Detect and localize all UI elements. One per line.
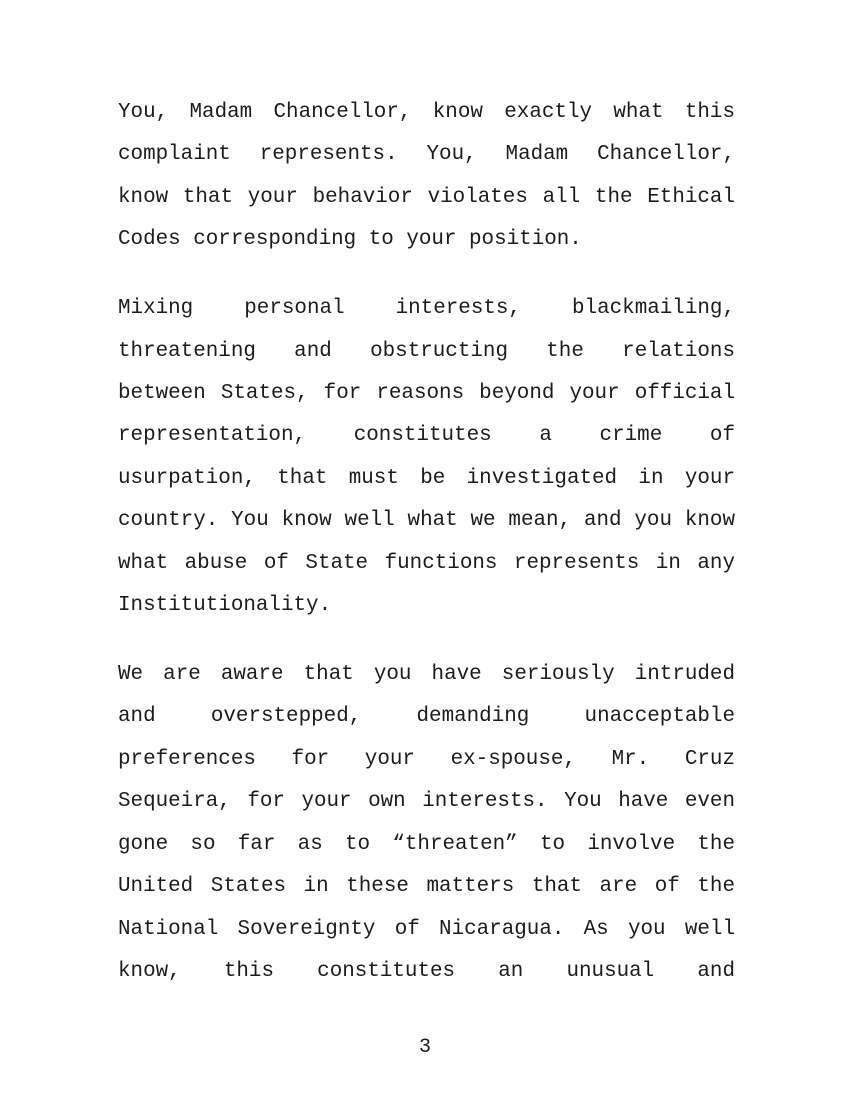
page-footer (0, 1038, 850, 1058)
text-line: and overstepped, demanding unacceptable (118, 705, 735, 729)
text-line: You, Madam Chancellor, know exactly what this (118, 101, 735, 124)
paragraph (118, 654, 735, 993)
text-line: We are aware that you have seriously intruded (118, 663, 735, 687)
text-line: know, this constitutes an unusual and (118, 959, 735, 983)
document-body (118, 92, 735, 993)
text-line: preferences for your ex-spouse, Mr. Cruz (118, 747, 735, 771)
text-line: between States, for reasons beyond your official (118, 382, 735, 406)
text-line: threatening and obstructing the relations (118, 339, 735, 363)
text-line: gone so far as to “threaten” to involve the (118, 832, 735, 856)
paragraph (118, 288, 735, 627)
text-line: Institutionality. (118, 594, 332, 618)
text-line: Codes corresponding to your position. (118, 228, 582, 252)
text-line: complaint represents. You, Madam Chancellor, (118, 143, 735, 167)
text-line: country. You know well what we mean, and you know (118, 509, 735, 533)
text-line: National Sovereignty of Nicaragua. As you well (118, 917, 735, 941)
text-line: usurpation, that must be investigated in your (118, 466, 735, 490)
text-line: know that your behavior violates all the Ethical (118, 185, 735, 209)
text-line: what abuse of State functions represents in any (118, 551, 735, 575)
page-number: 3 (418, 1036, 431, 1059)
text-line: Mixing personal interests, blackmailing, (118, 297, 735, 321)
text-line: Sequeira, for your own interests. You have even (118, 790, 735, 814)
text-line: representation, constitutes a crime of (118, 424, 735, 448)
paragraph (118, 92, 735, 262)
text-line: United States in these matters that are of the (118, 875, 735, 899)
